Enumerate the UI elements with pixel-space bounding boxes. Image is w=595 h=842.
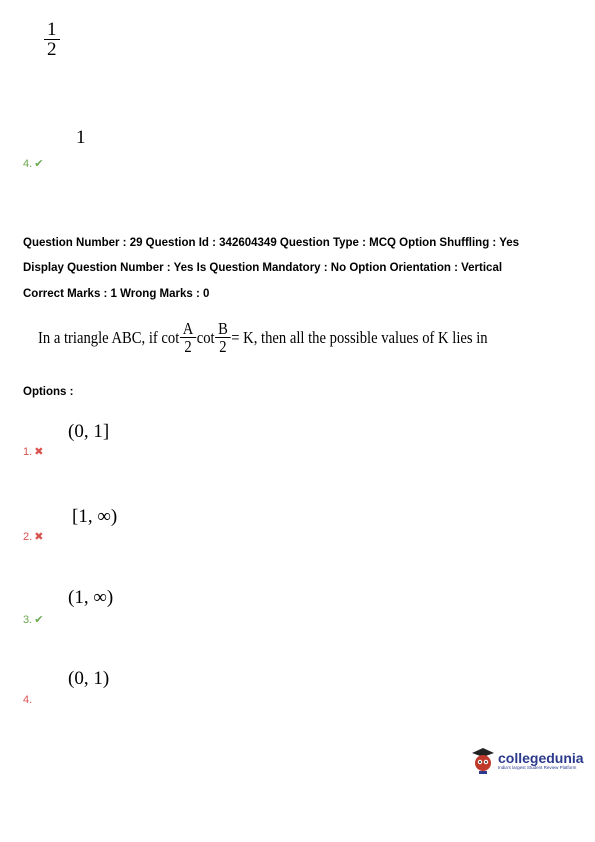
option-number: 3.	[23, 614, 33, 626]
logo-name: collegedunia	[498, 749, 584, 766]
option-3-label	[23, 613, 43, 626]
fraction-b-over-2	[215, 320, 230, 355]
option-2-value: [1, ∞)	[72, 506, 118, 527]
cross-icon: ✖	[34, 446, 44, 458]
option-4-label	[23, 694, 34, 706]
option-4-value: (0, 1)	[68, 668, 110, 689]
fraction-denominator: 2	[184, 337, 192, 356]
fraction-denominator: 2	[47, 39, 57, 60]
fraction-denominator: 2	[219, 337, 227, 356]
mascot-icon	[470, 746, 496, 774]
prev-option-fraction	[44, 20, 60, 59]
option-number: 4.	[23, 158, 33, 170]
option-1-label	[23, 445, 43, 458]
cross-icon: ✖	[34, 531, 44, 543]
option-2-label	[23, 530, 43, 543]
option-1-value: (0, 1]	[68, 421, 110, 442]
question-meta-line-2: Display Question Number : Yes Is Question Mandatory : No Option Orientation : Vertical	[23, 262, 503, 274]
question-text-mid: cot	[196, 327, 215, 347]
check-icon: ✔	[34, 614, 44, 626]
fraction-numerator: B	[218, 319, 228, 338]
prev-option-label	[23, 157, 43, 170]
question-text-after: = K, then all the possible values of K lies in	[231, 327, 488, 347]
fraction-numerator: 1	[47, 19, 57, 40]
question-meta-line-1: Question Number : 29 Question Id : 342604349 Question Type : MCQ Option Shuffling : Yes	[23, 237, 520, 249]
option-number: 4.	[23, 694, 33, 706]
prev-option-value: 1	[76, 127, 86, 148]
check-icon: ✔	[34, 158, 44, 170]
question-meta-line-3: Correct Marks : 1 Wrong Marks : 0	[23, 288, 210, 300]
collegedunia-logo	[470, 746, 584, 774]
fraction-a-over-2	[180, 320, 196, 355]
fraction-numerator: A	[182, 319, 194, 338]
logo-tagline: India's largest Student Review Platform	[498, 764, 577, 770]
options-heading: Options :	[23, 386, 74, 398]
option-number: 2.	[23, 531, 33, 543]
question-text	[38, 320, 488, 355]
option-number: 1.	[23, 446, 33, 458]
option-3-value: (1, ∞)	[68, 587, 114, 608]
question-text-before: In a triangle ABC, if cot	[38, 327, 180, 347]
